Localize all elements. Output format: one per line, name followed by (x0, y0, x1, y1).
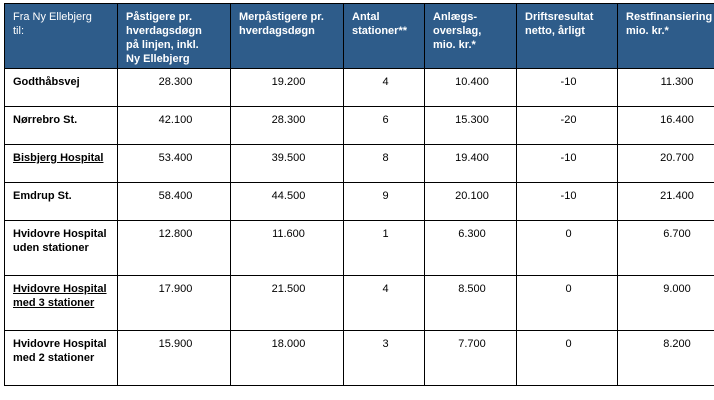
passengers-cell: 15.900 (118, 331, 231, 386)
construction-estimate-cell: 15.300 (425, 107, 517, 145)
operating-result-cell: -20 (517, 107, 618, 145)
stations-cell: 4 (344, 69, 425, 107)
header-text: hverdagsdøgn (126, 25, 202, 37)
extra-passengers-cell: 39.500 (231, 145, 344, 183)
header-text: til: (13, 25, 24, 37)
extra-passengers-cell: 18.000 (231, 331, 344, 386)
header-text: netto, årligt (525, 25, 585, 37)
construction-estimate-cell: 19.400 (425, 145, 517, 183)
header-text: Ny Ellebjerg (126, 53, 190, 65)
header-text: Antal (352, 11, 380, 23)
passengers-cell: 53.400 (118, 145, 231, 183)
stations-cell: 6 (344, 107, 425, 145)
extra-passengers-cell: 21.500 (231, 276, 344, 331)
table-row (5, 331, 714, 386)
header-operating-result (517, 4, 618, 69)
stations-cell: 8 (344, 145, 425, 183)
header-text: mio. kr.* (433, 39, 476, 51)
extra-passengers-cell: 19.200 (231, 69, 344, 107)
table-row (5, 145, 714, 183)
passengers-cell: 17.900 (118, 276, 231, 331)
construction-estimate-cell: 10.400 (425, 69, 517, 107)
route-cell (5, 69, 118, 107)
header-text: mio. kr.* (626, 25, 669, 37)
header-route (5, 4, 118, 69)
stations-cell: 9 (344, 183, 425, 221)
stations-cell: 1 (344, 221, 425, 276)
table-row (5, 183, 714, 221)
extra-passengers-cell: 28.300 (231, 107, 344, 145)
table-row (5, 221, 714, 276)
operating-result-cell: 0 (517, 331, 618, 386)
header-text: Merpåstigere pr. (239, 11, 324, 23)
operating-result-cell: -10 (517, 183, 618, 221)
route-name: Hvidovre Hospital (13, 228, 107, 240)
header-text: Påstigere pr. (126, 11, 193, 23)
header-text: overslag, (433, 25, 482, 37)
construction-estimate-cell: 20.100 (425, 183, 517, 221)
header-extra-passengers (231, 4, 344, 69)
operating-result-cell: 0 (517, 221, 618, 276)
residual-financing-cell: 20.700 (618, 145, 714, 183)
route-cell (5, 276, 118, 331)
route-name: Bisbjerg Hospital (13, 152, 104, 164)
residual-financing-cell: 11.300 (618, 69, 714, 107)
header-text: stationer** (352, 25, 408, 37)
residual-financing-cell: 8.200 (618, 331, 714, 386)
header-construction-estimate (425, 4, 517, 69)
passengers-cell: 42.100 (118, 107, 231, 145)
residual-financing-cell: 21.400 (618, 183, 714, 221)
header-text: Anlægs- (433, 11, 477, 23)
operating-result-cell: -10 (517, 69, 618, 107)
header-stations (344, 4, 425, 69)
passengers-cell: 12.800 (118, 221, 231, 276)
residual-financing-cell: 9.000 (618, 276, 714, 331)
route-name: Nørrebro St. (13, 114, 78, 126)
data-table (4, 3, 714, 386)
extra-passengers-cell: 11.600 (231, 221, 344, 276)
header-text: Driftsresultat (525, 11, 594, 23)
route-name: Hvidovre Hospital (13, 338, 107, 350)
operating-result-cell: -10 (517, 145, 618, 183)
header-text: hverdagsdøgn (239, 25, 315, 37)
header-passengers (118, 4, 231, 69)
header-text: Fra Ny Ellebjerg (13, 11, 92, 23)
route-name: Godthåbsvej (13, 76, 80, 88)
residual-financing-cell: 16.400 (618, 107, 714, 145)
construction-estimate-cell: 8.500 (425, 276, 517, 331)
route-detail: med 3 stationer (13, 297, 95, 309)
route-cell (5, 107, 118, 145)
header-text: på linjen, inkl. (126, 39, 199, 51)
construction-estimate-cell: 6.300 (425, 221, 517, 276)
construction-estimate-cell: 7.700 (425, 331, 517, 386)
operating-result-cell: 0 (517, 276, 618, 331)
route-cell (5, 331, 118, 386)
header-row (5, 4, 714, 69)
table-row (5, 69, 714, 107)
route-cell (5, 221, 118, 276)
route-detail: uden stationer (13, 242, 89, 254)
route-name: Hvidovre Hospital (13, 283, 107, 295)
passengers-cell: 58.400 (118, 183, 231, 221)
header-residual-financing (618, 4, 714, 69)
table-row (5, 107, 714, 145)
route-cell (5, 183, 118, 221)
route-cell (5, 145, 118, 183)
passengers-cell: 28.300 (118, 69, 231, 107)
header-text: Restfinansiering (626, 11, 713, 23)
route-name: Emdrup St. (13, 190, 72, 202)
residual-financing-cell: 6.700 (618, 221, 714, 276)
table-row (5, 276, 714, 331)
extra-passengers-cell: 44.500 (231, 183, 344, 221)
route-detail: med 2 stationer (13, 352, 95, 364)
stations-cell: 4 (344, 276, 425, 331)
stations-cell: 3 (344, 331, 425, 386)
